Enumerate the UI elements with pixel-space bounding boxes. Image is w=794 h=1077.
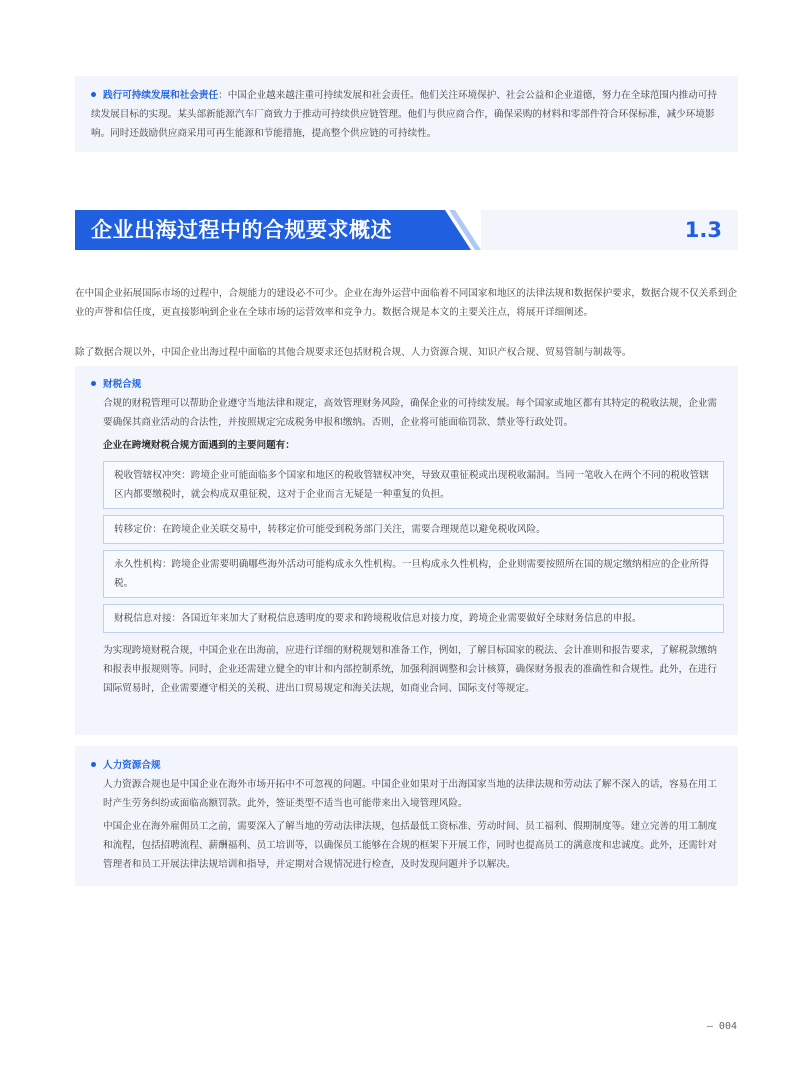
sustainability-text: ：中国企业越来越注重可持续发展和社会责任。他们关注环境保护、社会公益和企业道德，努力在全球范围内推动可持续发展目标的实现。某头部新能源汽车厂商致力于推动可持续供应链管理。他们与供应商合作，确保采购的材料和零部件符合环保标准，减少环境影响。同时还鼓励供应商采用可再生能源和节能措施，提高整个供应链的可持续性。 xyxy=(91,90,717,139)
section-number: 1.3 xyxy=(684,218,722,242)
bullet-icon xyxy=(91,762,96,767)
tax-conclusion: 为实现跨境财税合规，中国企业在出海前，应进行详细的财税规划和准备工作，例如，了解目标国家的税法、会计准则和报告要求，了解税款缴纳和报表申报规则等。同时，企业还需建立健全的审计和内部控制系统，加强利润调整和会计核算，确保财务报表的准确性和合规性。此外，在进行国际贸易时，企业需要遵守相关的关税、进出口贸易规定和海关法规，如商业合同、国际支付等规定。 xyxy=(103,645,717,694)
tax-issue-transfer-pricing: 转移定价：在跨境企业关联交易中，转移定价可能受到税务部门关注，需要合理规范以避免税收风险。 xyxy=(103,515,724,544)
tax-title: 财税合规 xyxy=(103,379,142,390)
hr-title: 人力资源合规 xyxy=(103,760,161,771)
hr-paragraph-2: 中国企业在海外雇佣员工之前，需要深入了解当地的劳动法律法规，包括最低工资标准、劳动时间、员工福利、假期制度等。建立完善的用工制度和流程，包括招聘流程、薪酬福利、员工培训等，以确保员工能够在合规的框架下开展工作，同时也提高员工的满意度和忠诚度。此外，还需针对管理者和员工开展法律法规培训和指导，并定期对合规情况进行检查，及时发现问题并予以解决。 xyxy=(103,821,717,870)
hr-heading xyxy=(91,756,724,775)
tax-heading xyxy=(91,375,724,394)
intro-paragraph: 在中国企业拓展国际市场的过程中，合规能力的建设必不可少。企业在海外运营中面临着不同国家和地区的法律法规和数据保护要求，数据合规不仅关系到企业的声誉和信任度，更直接影响到企业在全球市场的运营效率和竞争力。数据合规是本文的主要关注点，将展开详细阐述。 xyxy=(75,288,737,318)
section-title: 企业出海过程中的合规要求概述 xyxy=(91,218,392,242)
tax-issue-information-exchange: 财税信息对接：各国近年来加大了财税信息透明度的要求和跨境税收信息对接力度，跨境企业需要做好全球财务信息的申报。 xyxy=(103,604,724,633)
hr-paragraph-1: 人力资源合规也是中国企业在海外市场开拓中不可忽视的问题。中国企业如果对于出海国家当地的法律法规和劳动法了解不深入的话，容易在用工时产生劳务纠纷或面临高额罚款。此外，签证类型不适当也可能带来出入境管理风险。 xyxy=(103,779,717,809)
bullet-icon xyxy=(91,92,96,97)
section-banner xyxy=(75,210,738,250)
sustainability-panel xyxy=(75,76,738,152)
bullet-icon xyxy=(91,381,96,386)
sustainability-title: 践行可持续发展和社会责任 xyxy=(103,90,219,101)
tax-subheading: 企业在跨境财税合规方面遇到的主要问题有： xyxy=(103,440,295,451)
sustainability-paragraph xyxy=(91,86,724,143)
tax-issue-permanent-establishment: 永久性机构：跨境企业需要明确哪些海外活动可能构成永久性机构。一旦构成永久性机构，企业则需要按照所在国的规定缴纳相应的企业所得税。 xyxy=(103,550,724,598)
page-number: — 004 xyxy=(706,1021,737,1032)
tax-compliance-panel xyxy=(75,366,738,735)
intro-paragraph-2: 除了数据合规以外，中国企业出海过程中面临的其他合规要求还包括财税合规、人力资源合规、知识产权合规、贸易管制与制裁等。 xyxy=(75,347,632,358)
hr-compliance-panel xyxy=(75,746,738,886)
tax-issue-jurisdiction: 税收管辖权冲突：跨境企业可能面临多个国家和地区的税收管辖权冲突，导致双重征税或出现税收漏洞。当同一笔收入在两个不同的税收管辖区内都要缴税时，就会构成双重征税，这对于企业而言无疑是一种重复的负担。 xyxy=(103,461,724,509)
tax-text: 合规的财税管理可以帮助企业遵守当地法律和规定，高效管理财务风险，确保企业的可持续发展。每个国家或地区都有其特定的税收法规，企业需要确保其商业活动的合法性，并按照规定完成税务申报和缴纳。否则，企业将可能面临罚款、禁业等行政处罚。 xyxy=(103,398,717,428)
